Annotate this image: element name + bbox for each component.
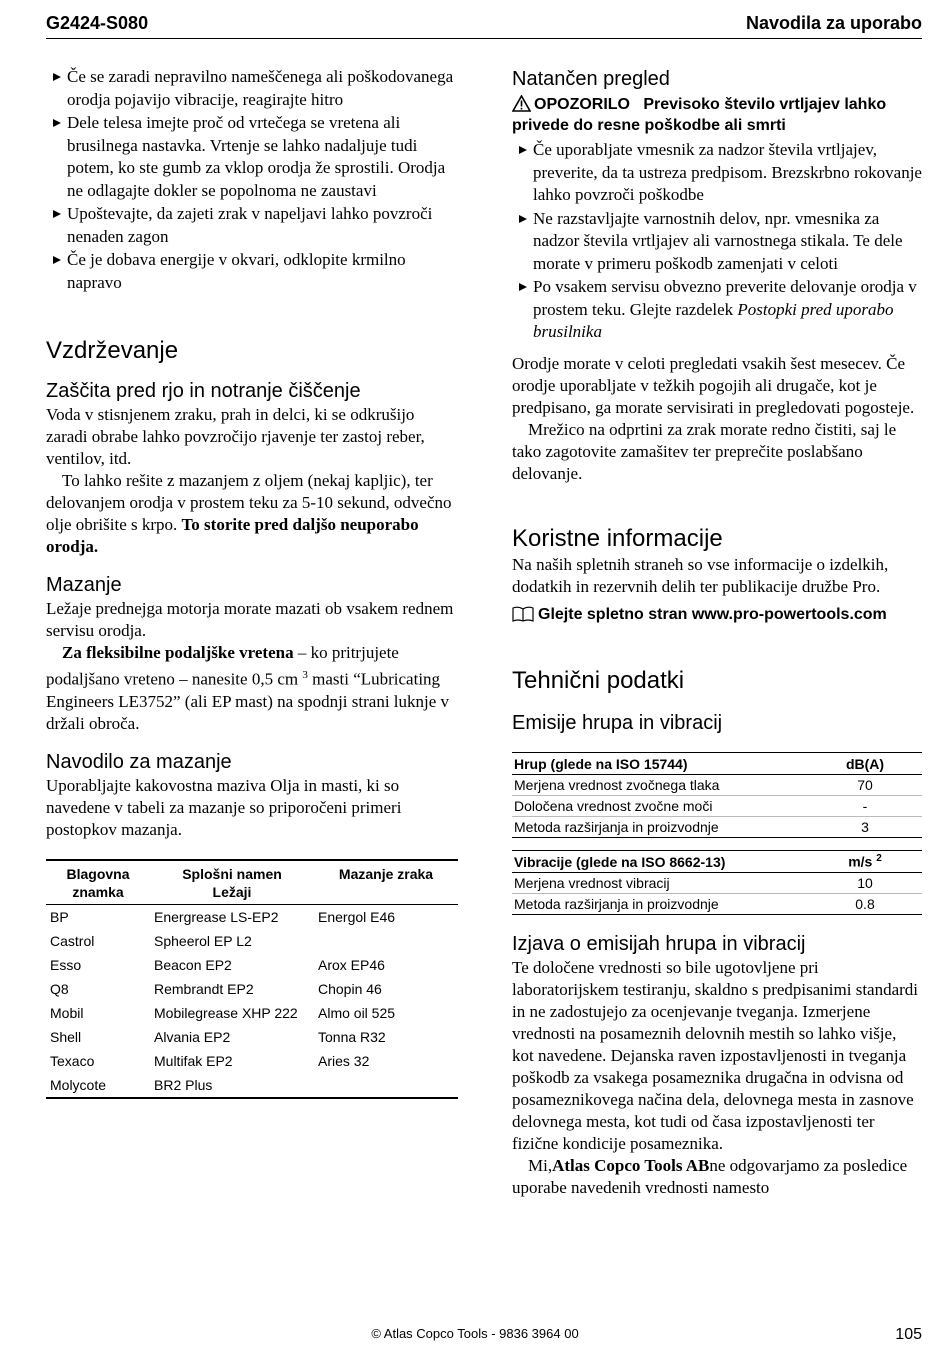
bullet-arrow-icon <box>53 210 61 218</box>
warning-text: Previsoko število vrtljajev lahko privede do resne poškodbe ali smrti <box>512 96 887 134</box>
maintenance-heading: Vzdrževanje <box>46 337 179 364</box>
list-item: Po vsakem servisu obvezno preverite delovanje orodja v prostem teku. Glejte razdelek Postopki pred uporabo brusilnika <box>512 276 922 344</box>
table-row: Molycote BR2 Plus <box>46 1073 458 1098</box>
column-header-brand: Blagovna znamka <box>46 860 150 905</box>
table-row: Castrol Spheerol EP L2 <box>50 932 252 949</box>
inspection-bullet-list <box>512 139 922 344</box>
list-item: Če je dobava energije v okvari, odklopite krmilno napravo <box>46 249 458 294</box>
table-row: Shell Alvania EP2 Tonna R32 <box>50 1028 386 1045</box>
lubrication-instructions-heading: Navodilo za mazanje <box>46 750 232 773</box>
inspection-paragraph-2: Mrežico na odprtini za zrak morate redno čistiti, saj le tako zagotovite zamašitev ter preprečite poslabšano delovanje. <box>512 419 897 483</box>
right-column <box>512 66 922 1199</box>
table-row: Merjena vrednost zvočnega tlaka 70 <box>512 774 922 795</box>
header-divider <box>46 38 922 39</box>
bullet-arrow-icon <box>53 119 61 127</box>
table-row: Texaco Multifak EP2 Aries 32 <box>50 1052 370 1069</box>
footer-copyright: © Atlas Copco Tools - 9836 3964 00 <box>371 1326 579 1341</box>
list-item: Upoštevajte, da zajeti zrak v napeljavi lahko povzroči nenaden zagon <box>46 203 458 248</box>
document-title: Navodila za uporabo <box>745 13 922 33</box>
column-header-air: Mazanje zraka <box>314 860 458 905</box>
lubrication-paragraph-1: Ležaje prednejga motorja morate mazati ob vsakem rednem servisu orodja. <box>46 599 454 640</box>
list-item: Če uporabljate vmesnik za nadzor števila vrtljajev, preverite, da ta ustreza predpisom. Brezskrbno rokovanje lahko povzroči poškodbe <box>512 139 922 207</box>
list-item: Ne razstavljajte varnostnih delov, npr. vmesnika za nadzor števila vrtljajev ali varnostnega stikala. Te dele morate v primeru poškodb zamenjati v celoti <box>512 208 922 276</box>
list-item: Dele telesa imejte proč od vrtečega se vretena ali brusilnega nastavka. Vrtenje se lahko nadaljuje tudi potem, ko ste gumb za vklop orodja že sprostili. Orodja ne odlagajte dokler se popolnoma ne zaustavi <box>46 112 458 202</box>
table-row: Esso Beacon EP2 Arox EP46 <box>50 956 385 973</box>
vibration-table <box>512 850 922 915</box>
declaration-paragraph-2: Mi,Atlas Copco Tools ABne odgovarjamo za posledice uporabe navedenih vrednosti namesto <box>512 1155 908 1197</box>
table-header-row: Hrup (glede na ISO 15744) dB(A) <box>512 752 922 774</box>
rust-paragraph-1: Voda v stisnjenem zraku, prah in delci, ki se odkrušijo zaradi obrabe lahko povzročijo rjavenje ter zastoj reber, ventilov, itd. <box>46 405 425 468</box>
technical-data-heading: Tehnični podatki <box>512 666 685 694</box>
lubrication-table <box>46 859 458 1099</box>
table-row: Mobil Mobilegrease XHP 222 Almo oil 525 <box>50 1004 396 1021</box>
rust-paragraph-2: To lahko rešite z mazanjem z oljem (nekaj kapljic), ter delovanjem orodja v prostem teku za 5-10 sekund, odvečno olje obrišite s krpo. To storite pred daljšo neuporabo orodja. <box>46 471 452 556</box>
website-reference: Glejte spletno stran www.pro-powertools.com <box>512 604 922 626</box>
table-row: Določena vrednost zvočne moči - <box>512 795 922 816</box>
useful-info-heading: Koristne informacije <box>512 524 723 552</box>
lubrication-instructions-paragraph: Uporabljajte kakovostna maziva Olja in masti, ki so navedene v tabeli za mazanje so priporočeni primeri postopkov mazanja. <box>46 775 402 839</box>
table-header-row <box>46 860 458 905</box>
table-row: Metoda razširjanja in proizvodnje 0.8 <box>512 893 922 914</box>
table-row: Metoda razširjanja in proizvodnje 3 <box>512 816 922 837</box>
left-column <box>46 66 458 1099</box>
noise-table <box>512 752 922 838</box>
book-icon <box>512 606 534 622</box>
emissions-heading: Emisije hrupa in vibracij <box>512 711 723 734</box>
column-header-general: Splošni namen Ležaji <box>150 860 314 905</box>
warning-triangle-icon <box>512 95 531 112</box>
rust-protection-heading: Zaščita pred rjo in notranje čiščenje <box>46 380 361 402</box>
inspection-heading: Natančen pregled <box>512 68 670 90</box>
table-row: Merjena vrednost vibracij 10 <box>512 872 922 893</box>
document-code: G2424-S080 <box>46 13 149 33</box>
table-header-row: Vibracije (glede na ISO 8662-13) m/s $^2$ <box>512 850 922 872</box>
bullet-arrow-icon <box>519 283 527 291</box>
table-row: BP Energrease LS-EP2 Energol E46 <box>50 908 396 925</box>
useful-info-paragraph: Na naših spletnih straneh so vse informacije o izdelkih, dodatkih in rezervnih delih ter publikacije družbe Pro. <box>512 554 889 596</box>
bullet-arrow-icon <box>53 256 61 264</box>
inspection-paragraph-1: Orodje morate v celoti pregledati vsakih šest mesecev. Če orodje uporabljate v težkih pogojih ali drugače, kot je predpisano, ga morate servisirati in pregledovati pogosteje. <box>512 353 915 417</box>
list-item: Če se zaradi nepravilno nameščenega ali poškodovanega orodja pojavijo vibracije, reagirajte hitro <box>46 66 458 111</box>
lubrication-heading: Mazanje <box>46 574 122 596</box>
bullet-arrow-icon <box>519 146 527 154</box>
safety-bullet-list <box>46 66 458 294</box>
bullet-arrow-icon <box>519 215 527 223</box>
declaration-paragraph-1: Te določene vrednosti so bile ugotovljene pri laboratorijskem testiranju, skaldno s predpisanimi standardi in ne zadostujejo za ocenjevanje tveganja. Izmerjene vrednosti na posameznih delovnih mestih so lahko višje, kot navedene. Dejanska raven izpostavljenosti in tveganja poškodb za vsakega posameznika drugačna in odvisna od posameznikovega načina dela, delovnega mesta in zasnove delovnega mesta, kot tudi od časa izpostavljenosti ter fizične kondicije posameznika. <box>512 957 919 1153</box>
warning-notice <box>512 94 922 136</box>
declaration-heading: Izjava o emisijah hrupa in vibracij <box>512 932 806 955</box>
table-row: Q8 Rembrandt EP2 Chopin 46 <box>50 980 382 997</box>
warning-label: OPOZORILO <box>534 96 630 113</box>
lubrication-paragraph-2: Za fleksibilne podaljške vretena – ko pritrjujete podaljšano vreteno – nanesite 0,5 cm $^3$ masti “Lubricating Engineers LE3752” (ali EP mast) na spodnji strani luknje v držali obroča. <box>46 643 450 733</box>
bullet-arrow-icon <box>53 73 61 81</box>
page-number: 105 <box>895 1326 922 1343</box>
